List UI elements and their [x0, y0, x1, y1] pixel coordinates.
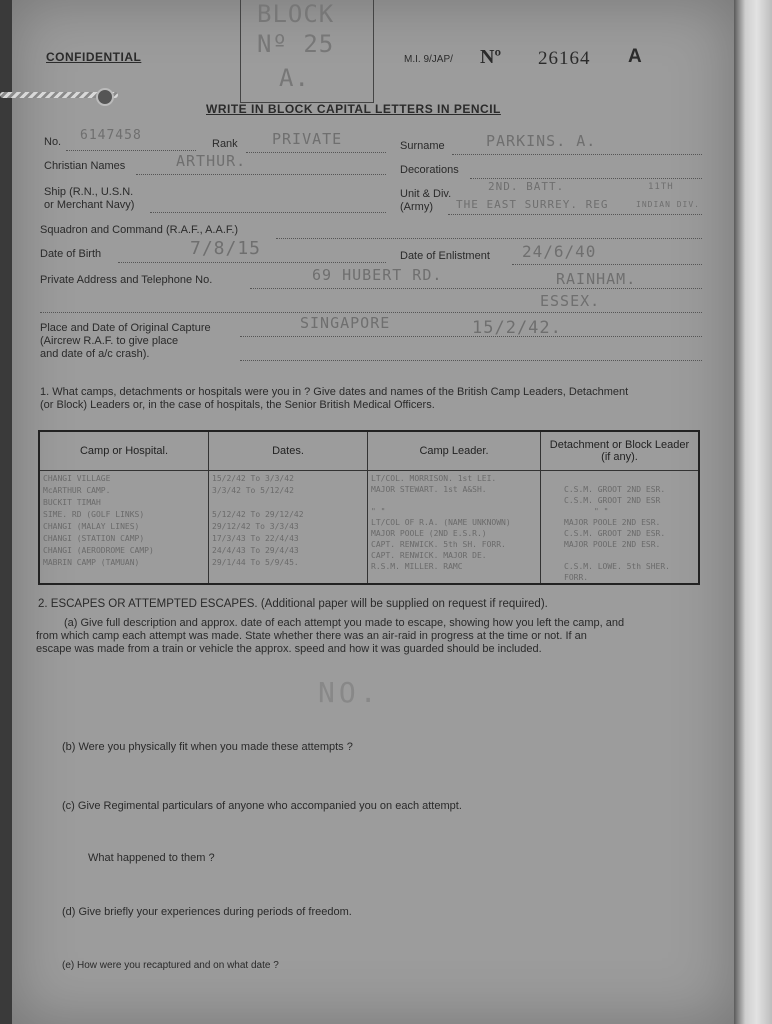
dates-cell — [209, 471, 368, 585]
date-entry: 5/12/42 To 29/12/42 — [212, 510, 304, 519]
reference-suffix: A — [628, 46, 642, 67]
detachment-cell — [541, 471, 700, 585]
stamp-line-3: A. — [279, 64, 310, 92]
rank-line — [246, 152, 386, 153]
instruction-heading: WRITE IN BLOCK CAPITAL LETTERS IN PENCIL — [206, 102, 501, 116]
unit-value-1: 2ND. BATT. — [488, 180, 565, 193]
unit-value-2: THE EAST SURREY. REG — [456, 198, 609, 211]
enlistment-label: Date of Enlistment — [400, 250, 490, 262]
address-value-1: 69 HUBERT RD. — [312, 266, 443, 284]
unit-line — [448, 214, 702, 215]
detachment-entry: MAJOR POOLE 2ND ESR. — [564, 540, 661, 549]
question-2c-sub: What happened to them ? — [88, 852, 215, 864]
decorations-line — [470, 178, 702, 179]
camp-entry: CHANGI (AERODROME CAMP) — [43, 546, 154, 555]
page-stack-edge — [734, 0, 772, 1024]
camps-table — [38, 430, 700, 585]
leader-entry: " " — [371, 507, 386, 516]
address-line-1 — [250, 288, 702, 289]
christian-names-label: Christian Names — [44, 160, 126, 172]
header-detachment: Detachment or Block Leader (if any). — [541, 431, 700, 471]
question-2-title: 2. ESCAPES OR ATTEMPTED ESCAPES. (Additional paper will be supplied on request if required). — [38, 598, 548, 610]
date-entry: 29/1/44 To 5/9/45. — [212, 558, 299, 567]
leader-entry: MAJOR STEWART. 1st A&SH. — [371, 485, 487, 494]
leader-entry: R.S.M. MILLER. RAMC — [371, 562, 463, 571]
detachment-entry — [544, 473, 695, 484]
date-entry — [212, 497, 364, 509]
question-2a-line-3: escape was made from a train or vehicle the approx. speed and how it was guarded should be included. — [36, 643, 542, 655]
enlistment-value: 24/6/40 — [522, 242, 597, 261]
ship-label-1: Ship (R.N., U.S.N. — [44, 186, 134, 198]
leader-entry: LT/COL. MORRISON. 1st LEI. — [371, 474, 497, 483]
address-value-3: ESSEX. — [540, 292, 601, 310]
camp-entry: SIME. RD (GOLF LINKS) — [43, 510, 145, 519]
detachment-entry: C.S.M. GROOT 2ND ESR. — [564, 529, 666, 538]
reference-no-mark: Nº — [480, 46, 502, 68]
address-label: Private Address and Telephone No. — [40, 274, 213, 286]
confidential-label: CONFIDENTIAL — [46, 50, 142, 64]
enlistment-line — [512, 264, 702, 265]
date-entry: 29/12/42 To 3/3/43 — [212, 522, 299, 531]
stamp-line-2: Nº 25 — [257, 30, 335, 58]
question-1-line-1: 1. What camps, detachments or hospitals were you in ? Give dates and names of the British Camp Leaders, Detachment — [40, 386, 629, 398]
dob-line — [118, 262, 386, 263]
question-2c: (c) Give Regimental particulars of anyone who accompanied you on each attempt. — [62, 800, 462, 812]
no-value: 6147458 — [80, 128, 142, 143]
question-2d: (d) Give briefly your experiences during periods of freedom. — [62, 906, 352, 918]
block-stamp — [240, 0, 374, 103]
date-entry: 3/3/42 To 5/12/42 — [212, 486, 294, 495]
squadron-line — [276, 238, 702, 239]
capture-label-3: and date of a/c crash). — [40, 348, 150, 360]
surname-line — [452, 154, 702, 155]
header-camp: Camp or Hospital. — [39, 431, 209, 471]
detachment-entry: " " — [594, 507, 609, 516]
capture-label-1: Place and Date of Original Capture — [40, 322, 211, 334]
leader-entry: CAPT. RENWICK. MAJOR DE. — [371, 551, 487, 560]
surname-value: PARKINS. A. — [486, 132, 597, 150]
date-entry: 17/3/43 To 22/4/43 — [212, 534, 299, 543]
date-entry: 24/4/43 To 29/4/43 — [212, 546, 299, 555]
decorations-label: Decorations — [400, 164, 459, 176]
header-dates: Dates. — [209, 431, 368, 471]
camp-entry: MABRIN CAMP (TAMUAN) — [43, 558, 140, 567]
capture-line-2 — [240, 360, 702, 361]
question-2a-line-2: from which camp each attempt was made. State whether there was an air-raid in progress at the time or not. If an — [36, 630, 587, 642]
christian-names-value: ARTHUR. — [176, 152, 247, 170]
capture-date: 15/2/42. — [472, 318, 562, 338]
unit-value-4: INDIAN DIV. — [636, 200, 700, 209]
ship-label-2: or Merchant Navy) — [44, 199, 135, 211]
detachment-entry: MAJOR POOLE 2ND ESR. — [564, 518, 661, 527]
leader-entry: CAPT. RENWICK. 5th SH. FORR. — [371, 540, 506, 549]
detachment-entry: C.S.M. LOWE. 5th SHER. FORR. — [564, 562, 670, 582]
rank-value: PRIVATE — [272, 130, 343, 148]
rank-label: Rank — [212, 138, 238, 150]
dob-value: 7/8/15 — [190, 238, 262, 259]
unit-label-1: Unit & Div. — [400, 188, 452, 200]
question-2e: (e) How were you recaptured and on what date ? — [62, 960, 279, 971]
question-1-line-2: (or Block) Leaders or, in the case of hospitals, the Senior British Medical Officers. — [40, 399, 435, 411]
squadron-label: Squadron and Command (R.A.F., A.A.F.) — [40, 224, 239, 236]
detachment-entry: C.S.M. GROOT 2ND ESR. — [564, 485, 666, 494]
camp-entry: BUCKIT TIMAH — [43, 498, 101, 507]
camp-cell — [39, 471, 209, 585]
address-value-2: RAINHAM. — [556, 270, 637, 288]
christian-names-line — [136, 174, 386, 175]
ship-line — [150, 212, 386, 213]
no-label: No. — [44, 136, 62, 148]
date-entry: 15/2/42 To 3/3/42 — [212, 474, 294, 483]
stamp-line-1: BLOCK — [257, 0, 335, 28]
leader-entry: MAJOR POOLE (2ND E.S.R.) — [371, 529, 487, 538]
leader-entry: LT/COL OF R.A. (NAME UNKNOWN) — [371, 518, 511, 527]
leader-entry — [371, 495, 537, 506]
question-2a-line-1: (a) Give full description and approx. date of each attempt you made to escape, showing how you left the camp, and — [64, 617, 625, 629]
address-line-2 — [40, 312, 702, 313]
punch-hole — [96, 88, 114, 106]
detachment-entry — [544, 550, 695, 561]
capture-label-2: (Aircrew R.A.F. to give place — [40, 335, 179, 347]
header-camp-leader: Camp Leader. — [368, 431, 541, 471]
surname-label: Surname — [400, 140, 445, 152]
camp-entry: McARTHUR CAMP. — [43, 486, 111, 495]
reference-label: M.I. 9/JAP/ — [404, 54, 453, 65]
reference-number: 26164 — [538, 48, 591, 69]
dob-label: Date of Birth — [40, 248, 102, 260]
camp-entry: CHANGI (STATION CAMP) — [43, 534, 145, 543]
camp-entry: CHANGI VILLAGE — [43, 474, 111, 483]
leader-cell — [368, 471, 541, 585]
unit-value-3: 11TH — [648, 182, 674, 192]
question-2a-answer: NO. — [318, 676, 381, 709]
no-line — [66, 150, 196, 151]
question-2b: (b) Were you physically fit when you made these attempts ? — [62, 741, 353, 753]
detachment-entry: C.S.M. GROOT 2ND ESR — [564, 496, 661, 505]
capture-line-1 — [240, 336, 702, 337]
camp-entry: CHANGI (MALAY LINES) — [43, 522, 140, 531]
capture-place: SINGAPORE — [300, 314, 391, 332]
unit-label-2: (Army) — [400, 201, 433, 213]
